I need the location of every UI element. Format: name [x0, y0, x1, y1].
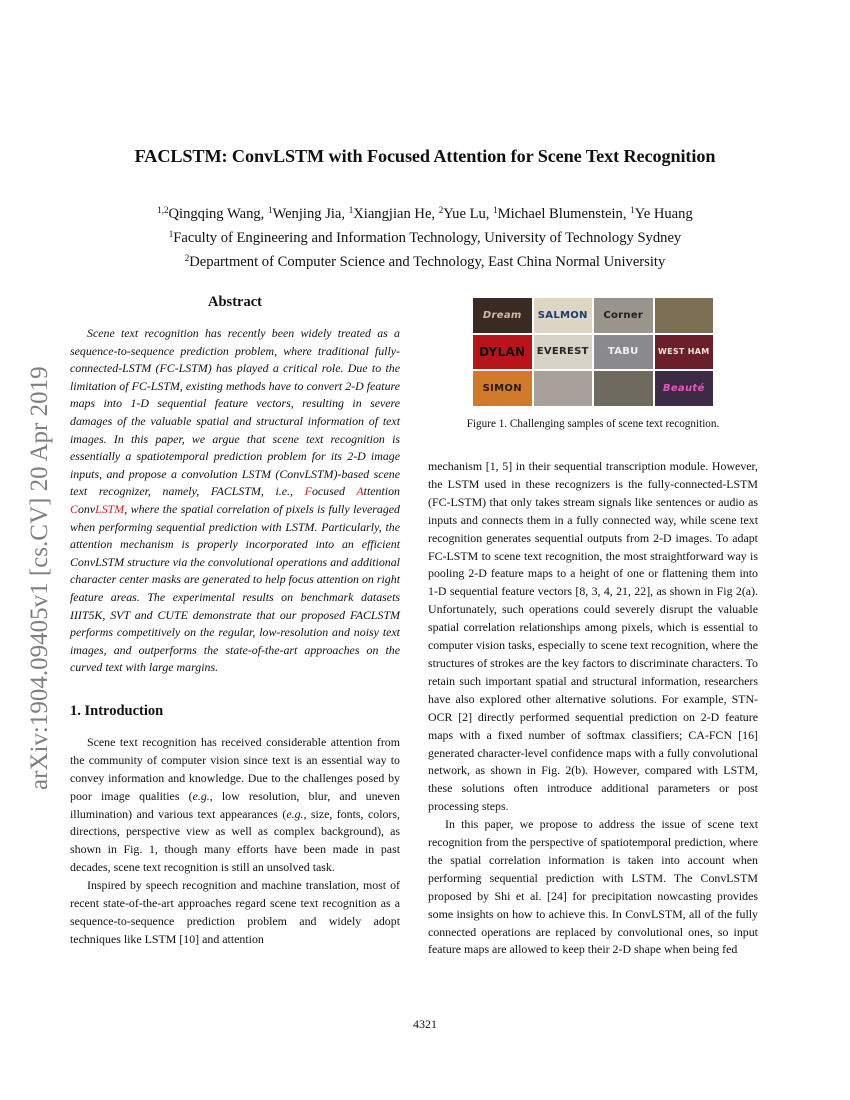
sample-image-dylan: DYLAN — [473, 335, 532, 370]
sample-image-dream: Dream — [473, 298, 532, 333]
arxiv-identifier: arXiv:1904.09405v1 [cs.CV] 20 Apr 2019 — [26, 366, 53, 790]
author-block — [40, 200, 810, 272]
sample-image-blank-1 — [655, 298, 714, 333]
abstract-heading: Abstract — [208, 294, 262, 310]
sample-image-westham: WEST HAM — [655, 335, 714, 370]
sample-image-corner: Corner — [594, 298, 653, 333]
page-number: 4321 — [413, 1017, 437, 1031]
sample-image-simon: SIMON — [473, 371, 532, 406]
sample-image-tabu: TABU — [594, 335, 653, 370]
affiliation-2: $^2$Department of Computer Science and Technology, East China Normal University — [184, 253, 666, 270]
sample-image-beaute: Beauté — [655, 371, 714, 406]
introduction-heading: 1. Introduction — [70, 702, 164, 719]
right-paragraph-1: mechanism [1, 5] in their sequential transcription module. However, the LSTM used in these recognizers is the fully-connected-LSTM (FC-LSTM) that only takes stream signals like sentences or audio as inputs and connects them in a fully connected way, while scene text recognition generates sequential outputs from 2-D images. To adapt FC-LSTM to scene text recognition, the most straightforward way is pooling 2-D feature maps to a height of one or flattening them into 1-D sequential feature vectors [8, 3, 4, 21, 22], as shown in Fig 2(a). Unfortunately, such operations could severely disrupt the valuable spatial correlation relationships among pixels, which is essential to computer vision tasks, especially to scene text recognition, where the structures of strokes are the key factors to discriminate characters. To retain such important spatial and structural information, researchers have also explored other alternative solutions. For example, STN-OCR [2] directly performed sequential prediction on 2-D feature maps with a fixed number of softmax classifiers; CA-FCN [16] generated character-level confidence maps with a fully convolutional network, as shown in Fig. 2(b). However, compared with LSTM, these solutions often introduce additional parameters or post processing steps. — [428, 459, 758, 814]
intro-paragraph-2: Inspired by speech recognition and machine translation, most of recent state-of-the-art approaches regard scene text recognition as a sequence-to-sequence prediction problem and widely adopt techniques like LSTM [10] and attention — [70, 878, 400, 946]
sample-image-blank-3 — [594, 371, 653, 406]
figure-1-samples — [473, 298, 713, 406]
right-paragraph-2: In this paper, we propose to address the issue of scene text recognition from the perspective of spatiotemporal prediction, where the spatial correlation information is taken into account when performing sequential prediction with LSTM. The ConvLSTM proposed by Shi et al. [24] for precipitation nowcasting provides some insights on how to achieve this. In ConvLSTM, all of the fully connected operations are replaced by convolutional ones, so input feature maps are allowed to keep their 2-D shape when being fed — [428, 817, 758, 957]
left-column — [70, 294, 400, 949]
right-column — [428, 295, 758, 959]
paper-title: FACLSTM: ConvLSTM with Focused Attention for Scene Text Recognition — [134, 146, 716, 166]
sample-image-blank-2 — [534, 371, 593, 406]
figure-1-caption: Figure 1. Challenging samples of scene text recognition. — [466, 418, 720, 430]
affiliation-1: $^1$Faculty of Engineering and Information Technology, University of Technology Sydney — [168, 229, 682, 246]
author-list: $^{1,2}$Qingqing Wang, $^1$Wenjing Jia, $^1$Xiangjian He, $^2$Yue Lu, $^1$Michael Blumenstein, $^1$Ye Huang — [157, 205, 693, 222]
sample-image-everest: EVEREST — [534, 335, 593, 370]
sample-image-salmon: SALMON — [534, 298, 593, 333]
intro-paragraph-1: Scene text recognition has received considerable attention from the community of computer vision since text is an essential way to convey information and knowledge. Due to the challenges posed by poor image qualities (e.g., low resolution, blur, and uneven illumination) and various text appearances (e.g., size, fonts, colors, directions, perspective view as well as complex background), as shown in Fig. 1, though many efforts have been made in past decades, scene text recognition is still an unsolved task. — [70, 734, 400, 875]
abstract-text: Scene text recognition has recently been widely treated as a sequence-to-sequence prediction problem, where traditional fully-connected-LSTM (FC-LSTM) has played a critical role. Due to the limitation of FC-LSTM, existing methods have to convert 2-D feature maps into 1-D sequential feature vectors, resulting in severe damages of the valuable spatial and structural information of text images. In this paper, we argue that scene text recognition is essentially a spatiotemporal prediction problem for its 2-D image inputs, and propose a convolution LSTM (ConvLSTM)-based scene text recognizer, namely, FACLSTM, i.e., Focused Attention ConvLSTM, where the spatial correlation of pixels is fully leveraged when performing sequential prediction with LSTM. Particularly, the attention mechanism is properly incorporated into an efficient ConvLSTM structure via the convolutional operations and additional character center masks are generated to help focus attention on right feature areas. The experimental results on benchmark datasets IIIT5K, SVT and CUTE demonstrate that our proposed FACLSTM performs competitively on the regular, low-resolution and noisy text images, and outperforms the state-of-the-art approaches on the curved text with large margins. — [70, 326, 400, 675]
